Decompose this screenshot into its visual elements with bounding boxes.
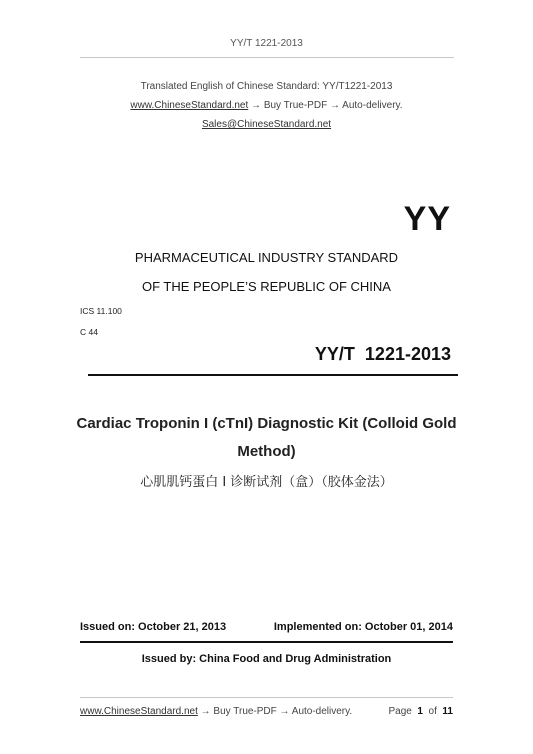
chinese-title: 心肌肌钙蛋白 I 诊断试剂（盒）（胶体金法） [140, 475, 393, 490]
header-divider [80, 57, 454, 58]
title-divider [88, 374, 458, 376]
page-indicator [388, 706, 453, 717]
running-header: YY/T 1221-2013 [230, 38, 303, 49]
footer-buy-text: → Buy True-PDF → Auto-delivery. [197, 706, 353, 717]
english-title-line1: Cardiac Troponin I (cTnI) Diagnostic Kit (Colloid Gold [76, 415, 457, 432]
page-number: 1 [417, 706, 423, 717]
buy-line [0, 100, 533, 111]
implemented-date: Implemented on: October 01, 2014 [273, 621, 453, 633]
ccs-code: C 44 [80, 327, 98, 337]
dates-divider [80, 641, 453, 643]
industry-title-line2: OF THE PEOPLE’S REPUBLIC OF CHINA [142, 279, 391, 294]
footer-buy-line [80, 706, 352, 717]
email-line [0, 119, 533, 130]
footer-site-link[interactable]: www.ChineseStandard.net [80, 706, 198, 717]
translation-note: Translated English of Chinese Standard: YY/T1221-2013 [140, 81, 393, 92]
standard-number: YY/T 1221-2013 [314, 344, 451, 364]
buy-text: → Buy True-PDF → Auto-delivery. [248, 100, 403, 111]
standard-logo: YY [403, 200, 451, 238]
page-label: Page [388, 706, 412, 717]
industry-title-line1: PHARMACEUTICAL INDUSTRY STANDARD [134, 250, 399, 265]
ics-code: ICS 11.100 [80, 306, 122, 316]
of-label: of [428, 706, 437, 717]
page-total: 11 [442, 706, 453, 717]
footer-divider [80, 697, 453, 698]
issuer: Issued by: China Food and Drug Administration [141, 653, 392, 665]
issued-date: Issued on: October 21, 2013 [80, 621, 227, 633]
email-link[interactable]: Sales@ChineseStandard.net [201, 119, 332, 130]
english-title-line2: Method) [237, 443, 296, 460]
site-link[interactable]: www.ChineseStandard.net [130, 100, 249, 111]
